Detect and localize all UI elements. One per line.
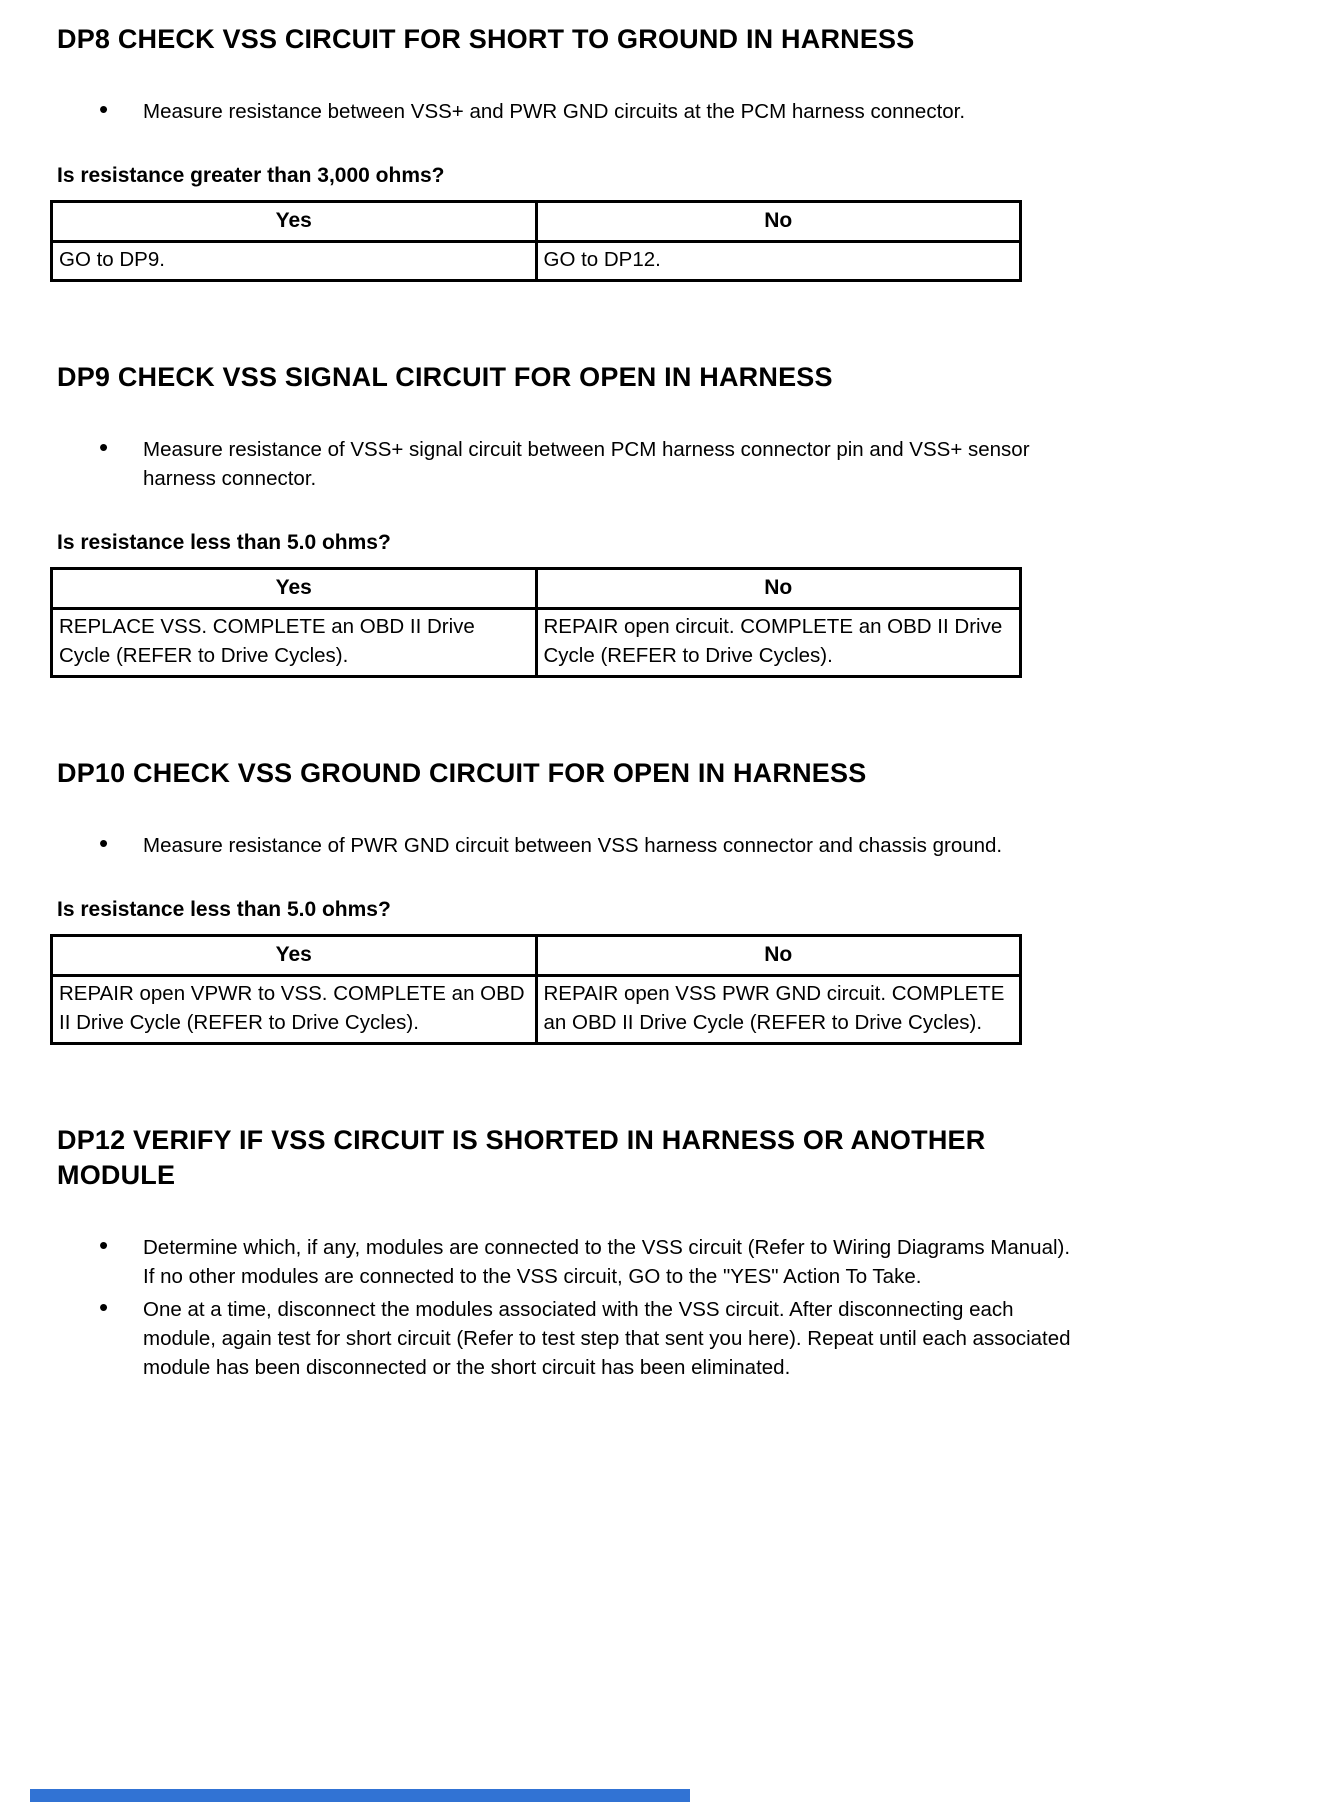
section-dp8-heading: DP8 CHECK VSS CIRCUIT FOR SHORT TO GROUND IN HARNESS: [57, 24, 915, 54]
section-dp9-bullets: [57, 435, 1228, 493]
yes-no-table: [50, 567, 1022, 678]
bullet-item: • One at a time, disconnect the modules associated with the VSS circuit. After disconnecting each module, again test for short circuit (Refer to test step that sent you here). Repeat until each associated module has been disconnected or the short circuit has been eliminated.: [143, 1295, 1081, 1382]
section-dp9-question: Is resistance less than 5.0 ohms?: [57, 531, 391, 554]
no-header: No: [536, 936, 1021, 976]
section-dp12: [57, 1123, 1228, 1382]
no-header: No: [536, 569, 1021, 609]
section-dp12-bullets: [57, 1233, 1228, 1382]
section-dp8: [57, 22, 1228, 282]
yes-header: Yes: [52, 202, 537, 242]
section-dp9-heading: DP9 CHECK VSS SIGNAL CIRCUIT FOR OPEN IN HARNESS: [57, 362, 833, 392]
section-dp10-question: Is resistance less than 5.0 ohms?: [57, 898, 391, 921]
section-dp10-heading: DP10 CHECK VSS GROUND CIRCUIT FOR OPEN IN HARNESS: [57, 758, 867, 788]
bullet-item: • Measure resistance of PWR GND circuit between VSS harness connector and chassis ground.: [143, 831, 1081, 860]
yes-action-cell: REPAIR open VPWR to VSS. COMPLETE an OBD II Drive Cycle (REFER to Drive Cycles).: [52, 976, 537, 1044]
section-dp8-question: Is resistance greater than 3,000 ohms?: [57, 164, 445, 187]
yes-header: Yes: [52, 936, 537, 976]
yes-no-table: [50, 200, 1022, 282]
section-dp12-heading: DP12 VERIFY IF VSS CIRCUIT IS SHORTED IN HARNESS OR ANOTHER MODULE: [57, 1125, 986, 1190]
section-dp10-bullets: [57, 831, 1228, 860]
section-dp9: [57, 360, 1228, 678]
bullet-item: • Measure resistance of VSS+ signal circuit between PCM harness connector pin and VSS+ sensor harness connector.: [143, 435, 1081, 493]
yes-header: Yes: [52, 569, 537, 609]
no-header: No: [536, 202, 1021, 242]
yes-action-cell: REPLACE VSS. COMPLETE an OBD II Drive Cycle (REFER to Drive Cycles).: [52, 609, 537, 677]
section-dp8-bullets: [57, 97, 1228, 126]
no-action-cell: REPAIR open circuit. COMPLETE an OBD II Drive Cycle (REFER to Drive Cycles).: [536, 609, 1021, 677]
yes-action-cell: GO to DP9.: [52, 242, 537, 281]
no-action-cell: REPAIR open VSS PWR GND circuit. COMPLETE an OBD II Drive Cycle (REFER to Drive Cycles).: [536, 976, 1021, 1044]
bottom-blue-bar: [30, 1789, 690, 1802]
yes-no-table: [50, 934, 1022, 1045]
section-dp10: [57, 756, 1228, 1045]
no-action-cell: GO to DP12.: [536, 242, 1021, 281]
bullet-item: • Measure resistance between VSS+ and PWR GND circuits at the PCM harness connector.: [143, 97, 1081, 126]
bullet-item: • Determine which, if any, modules are connected to the VSS circuit (Refer to Wiring Diagrams Manual). If no other modules are connected to the VSS circuit, GO to the "YES" Action To Take.: [143, 1233, 1081, 1291]
